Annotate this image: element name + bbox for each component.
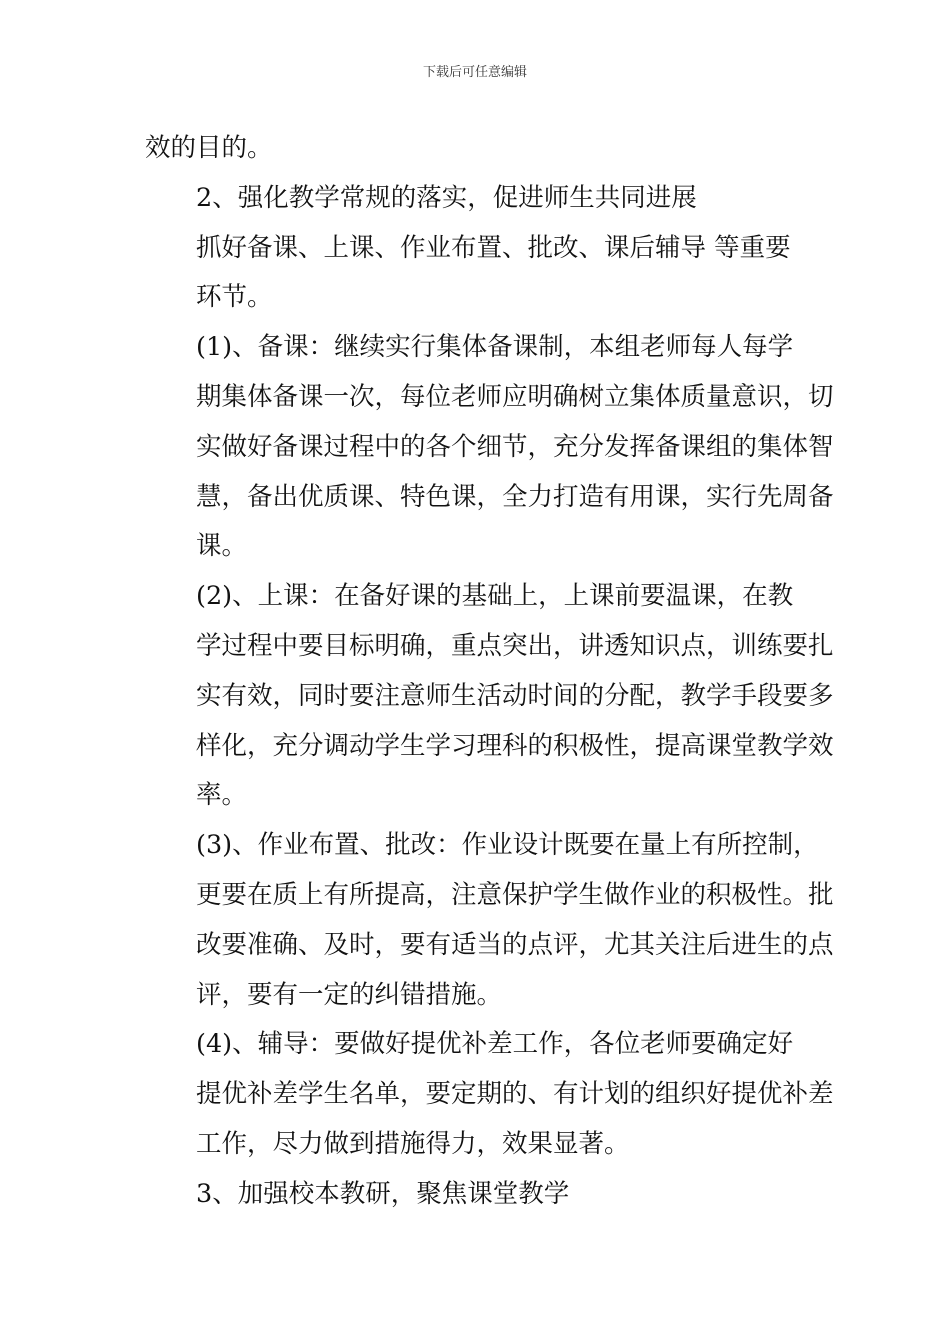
page-header: 下载后可任意编辑 [422,65,527,80]
text-line: 环节。 [196,282,273,313]
paragraph [145,174,815,224]
document-body [145,124,834,1220]
paragraph [145,1020,834,1169]
text-line: 率。 [196,780,248,811]
text-line: 学过程中要目标明确，重点突出，讲透知识点，训练要扎 [196,630,834,661]
text-line: 提优补差学生名单，要定期的、有计划的组织好提优补差 [196,1079,834,1110]
paragraph [145,124,815,174]
text-line: 实做好备课过程中的各个细节，充分发挥备课组的集体智 [196,431,834,462]
text-line: 期集体备课一次，每位老师应明确树立集体质量意识，切 [196,381,834,412]
text-line: (3)、作业布置、批改：作业设计既要在量上有所控制， [196,830,819,861]
text-line: 2、强化教学常规的落实，促进师生共同进展 [196,182,697,213]
text-line: (4)、辅导：要做好提优补差工作，各位老师要确定好 [196,1029,794,1060]
text-line: (2)、上课：在备好课的基础上，上课前要温课，在教 [196,581,794,612]
text-line: 课。 [196,531,248,562]
text-line: 评，要有一定的纠错措施。 [196,979,503,1010]
text-line: 工作，尽力做到措施得力，效果显著。 [196,1128,630,1159]
text-line: 改要准确、及时，要有适当的点评，尤其关注后进生的点 [196,929,834,960]
text-line: 效的目的。 [145,133,273,163]
text-line: (1)、备课：继续实行集体备课制，本组老师每人每学 [196,332,794,363]
paragraph [145,1170,815,1220]
text-line: 3、加强校本教研，聚焦课堂教学 [196,1178,570,1209]
paragraph [145,323,834,572]
text-line: 实有效，同时要注意师生活动时间的分配，教学手段要多 [196,680,834,711]
text-line: 样化，充分调动学生学习理科的积极性，提高课堂教学效 [196,730,834,761]
text-line: 抓好备课、上课、作业布置、批改、课后辅导 等重要 [196,232,791,263]
paragraph [145,572,834,821]
paragraph [145,821,834,1020]
paragraph [145,224,815,324]
text-line: 慧，备出优质课、特色课，全力打造有用课，实行先周备 [196,481,834,512]
text-line: 更要在质上有所提高，注意保护学生做作业的积极性。批 [196,879,834,910]
